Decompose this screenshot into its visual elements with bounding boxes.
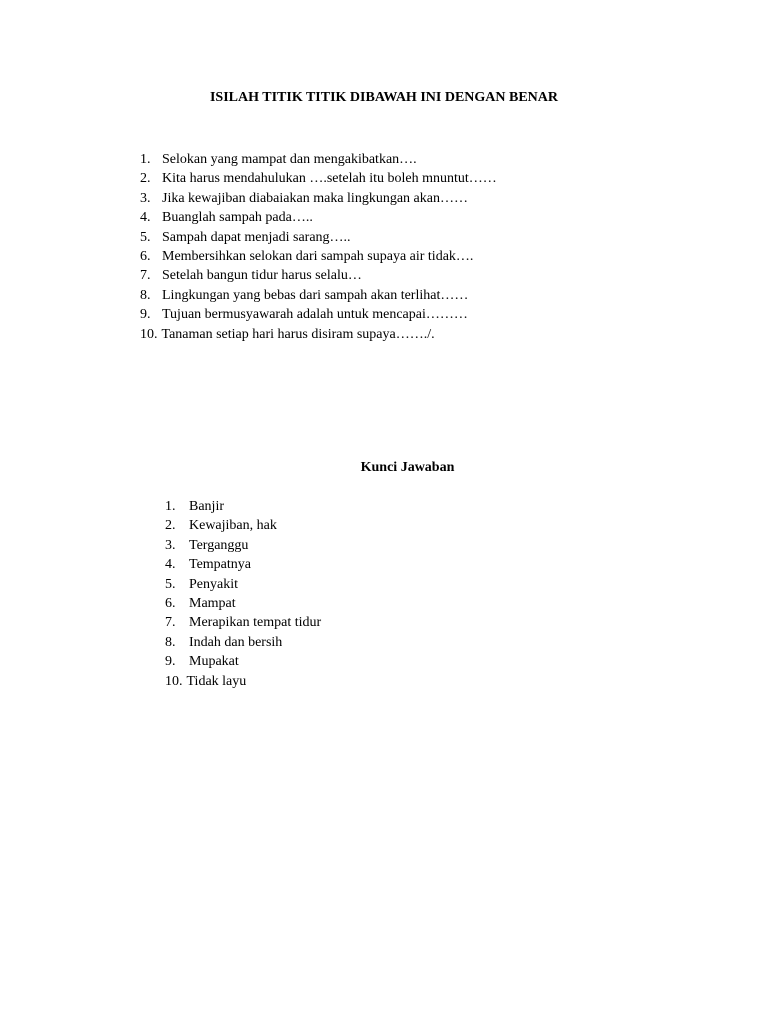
list-item [140,208,497,227]
question-list [140,150,497,344]
answer-text: Tempatnya [189,557,251,573]
question-text: Lingkungan yang bebas dari sampah akan terlihat…… [162,287,469,303]
item-number: 10. [140,326,158,342]
question-text: Kita harus mendahulukan ….setelah itu boleh mnuntut…… [162,171,497,187]
answer-text: Terganggu [189,537,249,553]
list-item [140,286,497,305]
answer-text: Tidak layu [186,673,247,689]
item-number: 7. [140,268,151,284]
answer-text: Indah dan bersih [189,634,283,650]
list-item [165,575,321,594]
list-item [165,536,321,555]
item-number: 2. [165,518,176,534]
question-text: Membersihkan selokan dari sampah supaya air tidak…. [162,248,474,264]
list-item [165,672,321,691]
item-number: 9. [140,307,151,323]
item-number: 8. [140,287,151,303]
page-title: ISILAH TITIK TITIK DIBAWAH INI DENGAN BENAR [209,90,559,105]
item-number: 3. [165,537,176,553]
item-number: 9. [165,654,176,670]
list-item [140,325,497,344]
list-item [140,247,497,266]
item-number: 7. [165,615,176,631]
list-item [165,555,321,574]
list-item [165,516,321,535]
list-item [165,497,321,516]
item-number: 5. [165,576,176,592]
item-number: 1. [140,152,151,167]
item-number: 6. [140,248,151,264]
question-text: Selokan yang mampat dan mengakibatkan…. [162,152,417,167]
answer-text: Merapikan tempat tidur [189,615,322,631]
list-item [165,652,321,671]
list-item [140,228,497,247]
item-number: 5. [140,229,151,245]
item-number: 4. [165,557,176,573]
list-item [140,189,497,208]
question-text: Setelah bangun tidur harus selalu… [162,268,362,284]
item-number: 1. [165,499,176,514]
list-item [165,594,321,613]
answer-text: Penyakit [189,576,238,592]
list-item [165,633,321,652]
answer-text: Mupakat [189,654,239,670]
list-item [140,169,497,188]
item-number: 4. [140,210,151,226]
question-text: Tujuan bermusyawarah adalah untuk mencapai……… [162,307,468,323]
list-item [140,150,497,169]
question-text: Tanaman setiap hari harus disiram supaya……./. [161,326,435,342]
list-item [165,613,321,632]
item-number: 3. [140,190,151,206]
list-item [140,266,497,285]
item-number: 8. [165,634,176,650]
question-text: Sampah dapat menjadi sarang….. [162,229,351,245]
question-text: Jika kewajiban diabaiakan maka lingkungan akan…… [162,190,468,206]
answer-text: Kewajiban, hak [189,518,277,534]
answer-text: Mampat [189,595,236,611]
list-item [140,305,497,324]
answer-text: Banjir [189,499,224,514]
item-number: 2. [140,171,151,187]
answer-key-title: Kunci Jawaban [360,460,455,475]
item-number: 6. [165,595,176,611]
item-number: 10. [165,673,183,689]
answer-list [165,497,321,691]
question-text: Buanglah sampah pada….. [162,210,313,226]
